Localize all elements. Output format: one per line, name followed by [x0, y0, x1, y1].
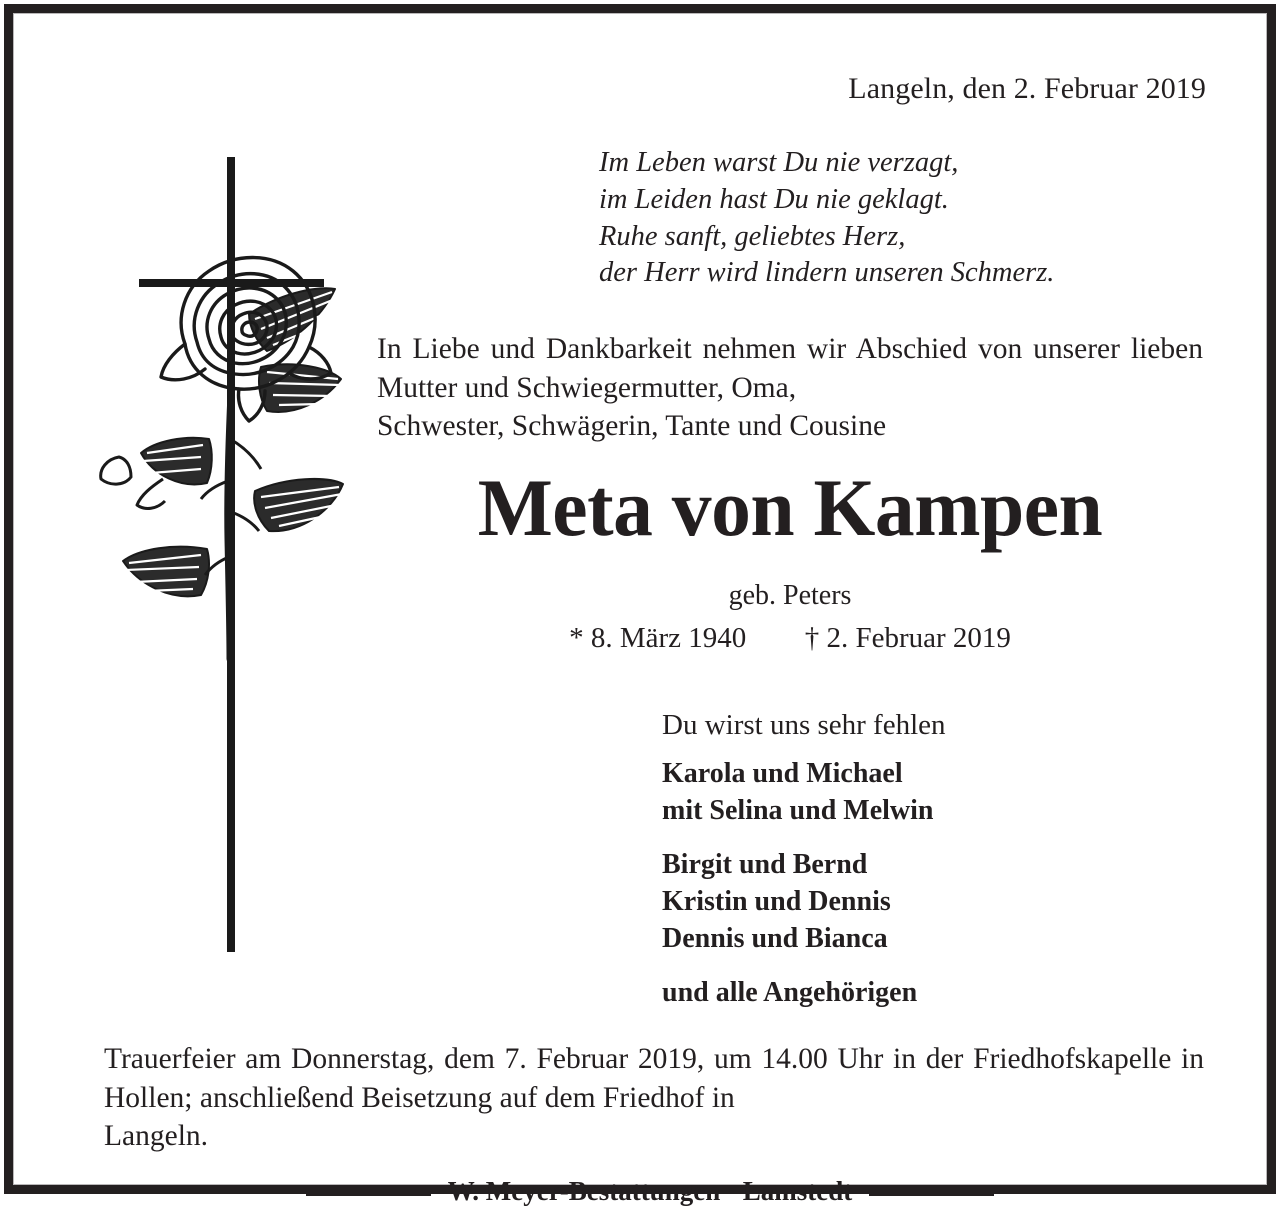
mourner-line: Dennis und Bianca [662, 922, 888, 954]
dateline: Langeln, den 2. Februar 2019 [848, 72, 1206, 105]
obituary-notice-frame [4, 4, 1276, 1206]
mourner-group [662, 756, 1182, 829]
service-details-body: Trauerfeier am Donnerstag, dem 7. Februar 2019, um 14.00 Uhr in der Friedhofskapelle in Hollen; anschließend Beisetzung auf dem Friedhof in [104, 1043, 1204, 1114]
mourner-line: Karola und Michael [662, 758, 903, 789]
verse-line-3: Ruhe sanft, geliebtes Herz, [599, 220, 906, 252]
mourner-line: mit Selina und Melwin [662, 794, 934, 826]
service-details [104, 1040, 1204, 1156]
deceased-name: Meta von Kampen [477, 462, 1103, 553]
announcement-text-last-line: Schwester, Schwägerin, Tante und Cousine [377, 410, 887, 443]
mourner-line: Kristin und Dennis [662, 886, 891, 918]
announcement-text [377, 330, 1203, 446]
death-date: † 2. Februar 2019 [804, 622, 1011, 654]
mourner-line: und alle Angehörigen [662, 977, 918, 1009]
footer-rule-right [869, 1187, 994, 1196]
funeral-home-name: W. Meyer-Bestattungen · Lamstedt [447, 1175, 853, 1206]
announcement-text-body: In Liebe und Dankbarkeit nehmen wir Abschied von unserer lieben Mutter und Schwiegermutter, Oma, [377, 333, 1203, 404]
mourners-list [662, 756, 1182, 1012]
life-dates [374, 621, 1206, 656]
verse-line-1: Im Leben warst Du nie verzagt, [599, 147, 959, 178]
birth-date: * 8. März 1940 [569, 622, 747, 654]
verse-line-4: der Herr wird lindern unseren Schmerz. [599, 257, 1055, 289]
verse-line-2: im Leiden hast Du nie geklagt. [599, 183, 949, 215]
obituary-notice-inner-border [13, 13, 1267, 1206]
farewell-line: Du wirst uns sehr fehlen [662, 709, 946, 741]
footer-rule-left [306, 1187, 431, 1196]
memorial-verse [599, 145, 1209, 292]
mourner-line: Birgit und Bernd [662, 849, 868, 881]
mourner-group [662, 975, 1182, 1012]
cross-with-rose-icon [89, 139, 359, 969]
service-details-last-line: Langeln. [104, 1120, 209, 1153]
footer [14, 1169, 1280, 1213]
maiden-name: geb. Peters [728, 580, 852, 611]
mourner-group [662, 847, 1182, 957]
